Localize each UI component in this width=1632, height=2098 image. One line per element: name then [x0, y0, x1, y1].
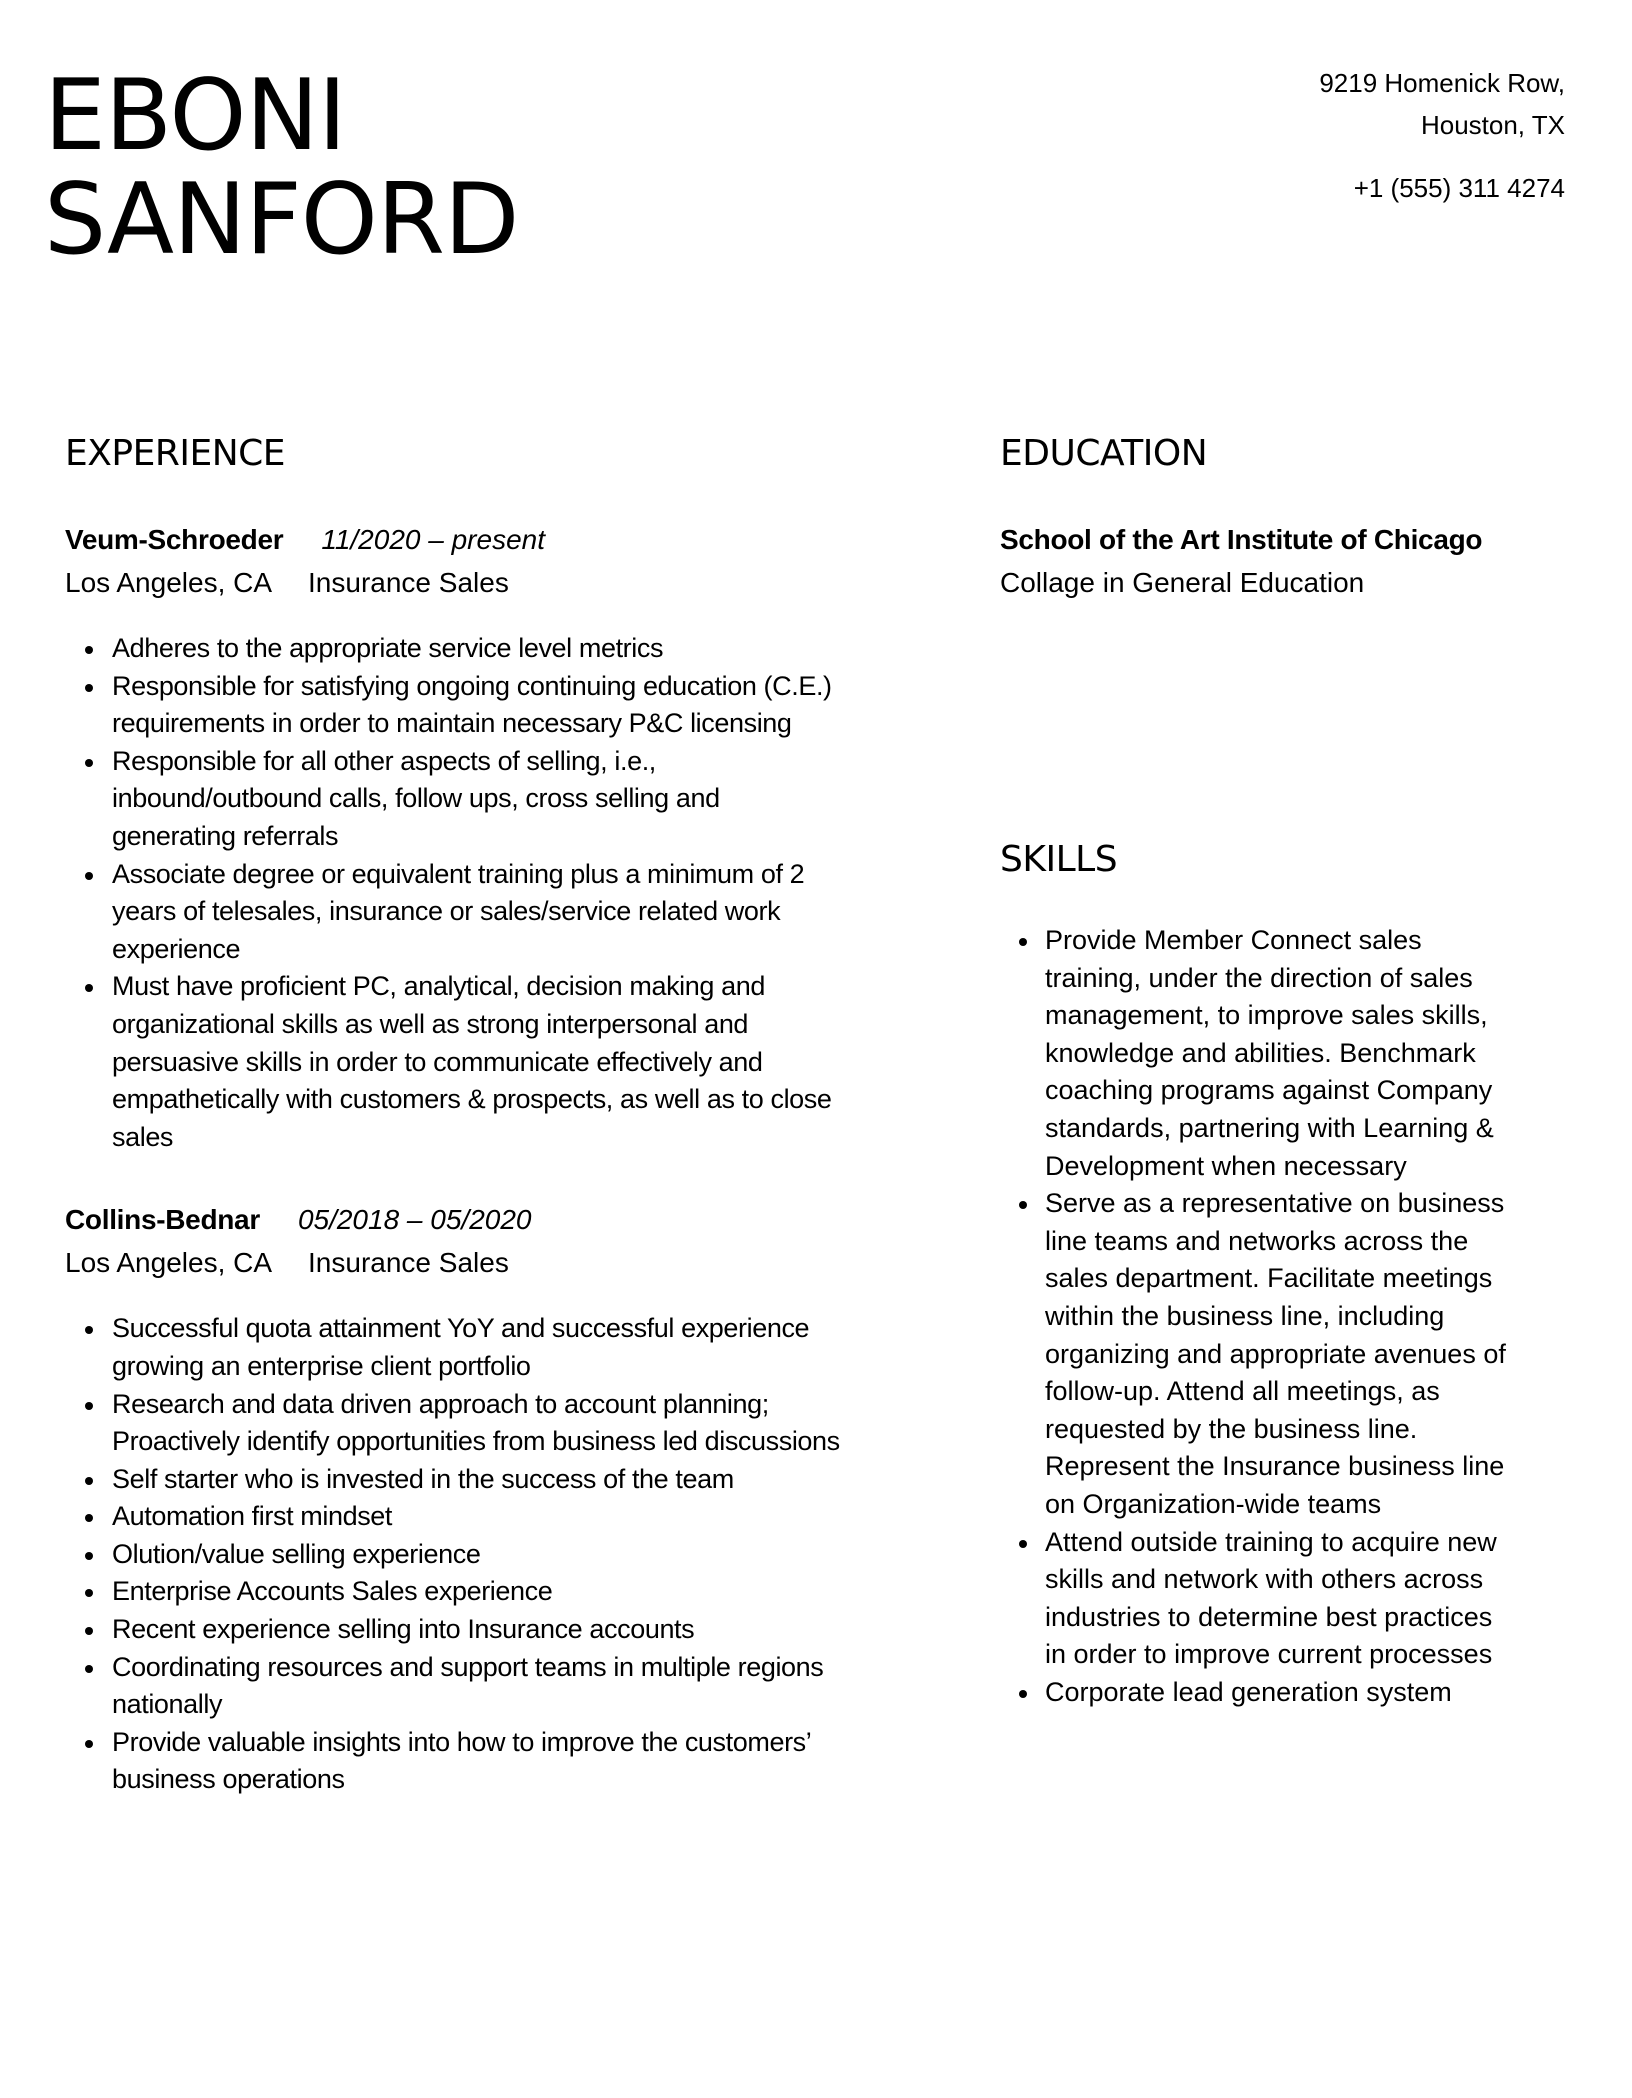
job-header — [65, 518, 945, 561]
job-header — [65, 1198, 945, 1241]
bullet-line: sales department. Facilitate meetings — [1045, 1263, 1493, 1294]
bullet-item — [65, 968, 945, 1156]
school-name: School of the Art Institute of Chicago — [1000, 524, 1483, 555]
bullet-item — [65, 668, 945, 743]
bullet-line: nationally — [112, 1689, 223, 1720]
job-dates: 11/2020 – present — [321, 524, 545, 555]
bullet-item — [65, 1386, 945, 1461]
candidate-name — [44, 59, 519, 277]
bullet-item — [1000, 1185, 1560, 1523]
bullet-line: knowledge and abilities. Benchmark — [1045, 1037, 1476, 1068]
job-dates: 05/2018 – 05/2020 — [297, 1204, 532, 1236]
bullet-line: Olution/value selling experience — [112, 1538, 481, 1569]
bullet-line: management, to improve sales skills, — [1045, 1000, 1488, 1031]
bullet-line: organizing and appropriate avenues of — [1045, 1338, 1506, 1369]
bullet-item — [65, 1310, 945, 1385]
bullet-line: standards, partnering with Learning & — [1045, 1112, 1494, 1143]
education-entry — [1000, 518, 1560, 604]
bullet-line: generating referrals — [112, 820, 339, 851]
bullet-item — [65, 1461, 945, 1499]
bullet-line: growing an enterprise client portfolio — [112, 1350, 531, 1381]
experience-heading: EXPERIENCE — [65, 433, 286, 474]
job-bullets — [65, 1310, 945, 1799]
right-column — [1000, 430, 1560, 1711]
bullet-item — [1000, 1674, 1560, 1712]
bullet-line: Must have proficient PC, analytical, decision making and — [112, 971, 765, 1002]
bullet-line: sales — [112, 1121, 174, 1152]
bullet-line: Responsible for satisfying ongoing continuing education (C.E.) — [112, 670, 832, 701]
bullet-line: Self starter who is invested in the success of the team — [112, 1463, 734, 1494]
company-name: Veum-Schroeder — [65, 524, 284, 555]
company-name: Collins-Bednar — [65, 1204, 260, 1236]
bullet-item — [65, 1649, 945, 1724]
job-entry — [65, 1198, 945, 1799]
job-entry — [65, 518, 945, 1156]
bullet-line: Adheres to the appropriate service level metrics — [112, 633, 664, 663]
address-line-2: Houston, TX — [1420, 110, 1565, 140]
bullet-item — [65, 1724, 945, 1799]
job-subheader — [65, 1241, 945, 1284]
address-line-1: 9219 Homenick Row, — [1319, 68, 1565, 98]
bullet-line: Development when necessary — [1045, 1150, 1407, 1181]
bullet-line: on Organization-wide teams — [1045, 1488, 1382, 1519]
skills-section — [1000, 836, 1560, 1711]
bullet-item — [65, 630, 945, 668]
bullet-line: inbound/outbound calls, follow ups, cross selling and — [112, 783, 720, 814]
bullet-item — [65, 743, 945, 856]
bullet-line: in order to improve current processes — [1045, 1639, 1493, 1670]
bullet-item — [65, 1536, 945, 1574]
bullet-line: training, under the direction of sales — [1045, 962, 1473, 993]
bullet-line: requested by the business line. — [1045, 1413, 1418, 1444]
bullet-item — [65, 1611, 945, 1649]
experience-section — [65, 430, 945, 1799]
bullet-line: Automation first mindset — [112, 1501, 393, 1532]
job-subheader — [65, 561, 945, 604]
bullet-line: experience — [112, 933, 241, 964]
bullet-line: organizational skills as well as strong interpersonal and — [112, 1008, 749, 1039]
skills-heading: SKILLS — [1000, 839, 1118, 880]
bullet-line: Serve as a representative on business — [1045, 1188, 1505, 1219]
last-name: SANFORD — [44, 163, 519, 277]
bullet-line: within the business line, including — [1045, 1300, 1445, 1331]
bullet-line: years of telesales, insurance or sales/service related work — [112, 896, 781, 927]
education-section — [1000, 430, 1560, 604]
bullet-line: follow-up. Attend all meetings, as — [1045, 1376, 1440, 1407]
bullet-line: Attend outside training to acquire new — [1045, 1526, 1497, 1557]
first-name: EBONI — [44, 59, 346, 173]
bullet-line: Recent experience selling into Insurance accounts — [112, 1614, 695, 1645]
bullet-line: Proactively identify opportunities from business led discussions — [112, 1426, 840, 1457]
bullet-line: industries to determine best practices — [1045, 1601, 1493, 1632]
job-title: Insurance Sales — [308, 567, 509, 598]
bullet-line: Associate degree or equivalent training plus a minimum of 2 — [112, 858, 805, 889]
bullet-item — [1000, 922, 1560, 1185]
bullet-line: Enterprise Accounts Sales experience — [112, 1576, 553, 1607]
job-title: Insurance Sales — [308, 1247, 509, 1279]
bullet-line: requirements in order to maintain necessary P&C licensing — [112, 708, 792, 739]
education-heading: EDUCATION — [1000, 433, 1208, 474]
bullet-item — [65, 856, 945, 969]
job-bullets — [65, 630, 945, 1156]
bullet-item — [1000, 1524, 1560, 1674]
bullet-line: empathetically with customers & prospects, as well as to close — [112, 1084, 832, 1115]
bullet-line: Coordinating resources and support teams in multiple regions — [112, 1651, 824, 1682]
bullet-line: Responsible for all other aspects of selling, i.e., — [112, 745, 656, 776]
bullet-line: Provide Member Connect sales — [1045, 925, 1422, 955]
bullet-line: persuasive skills in order to communicate effectively and — [112, 1046, 763, 1077]
contact-info — [1319, 62, 1565, 209]
skills-bullets — [1000, 922, 1560, 1711]
job-location: Los Angeles, CA — [65, 1247, 273, 1279]
bullet-line: skills and network with others across — [1045, 1564, 1484, 1595]
bullet-line: Corporate lead generation system — [1045, 1676, 1452, 1707]
phone-number: +1 (555) 311 4274 — [1353, 173, 1565, 203]
bullet-item — [65, 1573, 945, 1611]
degree: Collage in General Education — [1000, 567, 1365, 598]
bullet-line: Successful quota attainment YoY and successful experience — [112, 1313, 810, 1344]
bullet-line: business operations — [112, 1764, 345, 1795]
bullet-line: coaching programs against Company — [1045, 1075, 1493, 1106]
job-location: Los Angeles, CA — [65, 567, 273, 598]
bullet-line: Research and data driven approach to account planning; — [112, 1388, 769, 1419]
bullet-line: line teams and networks across the — [1045, 1225, 1469, 1256]
bullet-line: Provide valuable insights into how to improve the customers’ — [112, 1726, 812, 1757]
bullet-item — [65, 1498, 945, 1536]
bullet-line: Represent the Insurance business line — [1045, 1451, 1505, 1482]
